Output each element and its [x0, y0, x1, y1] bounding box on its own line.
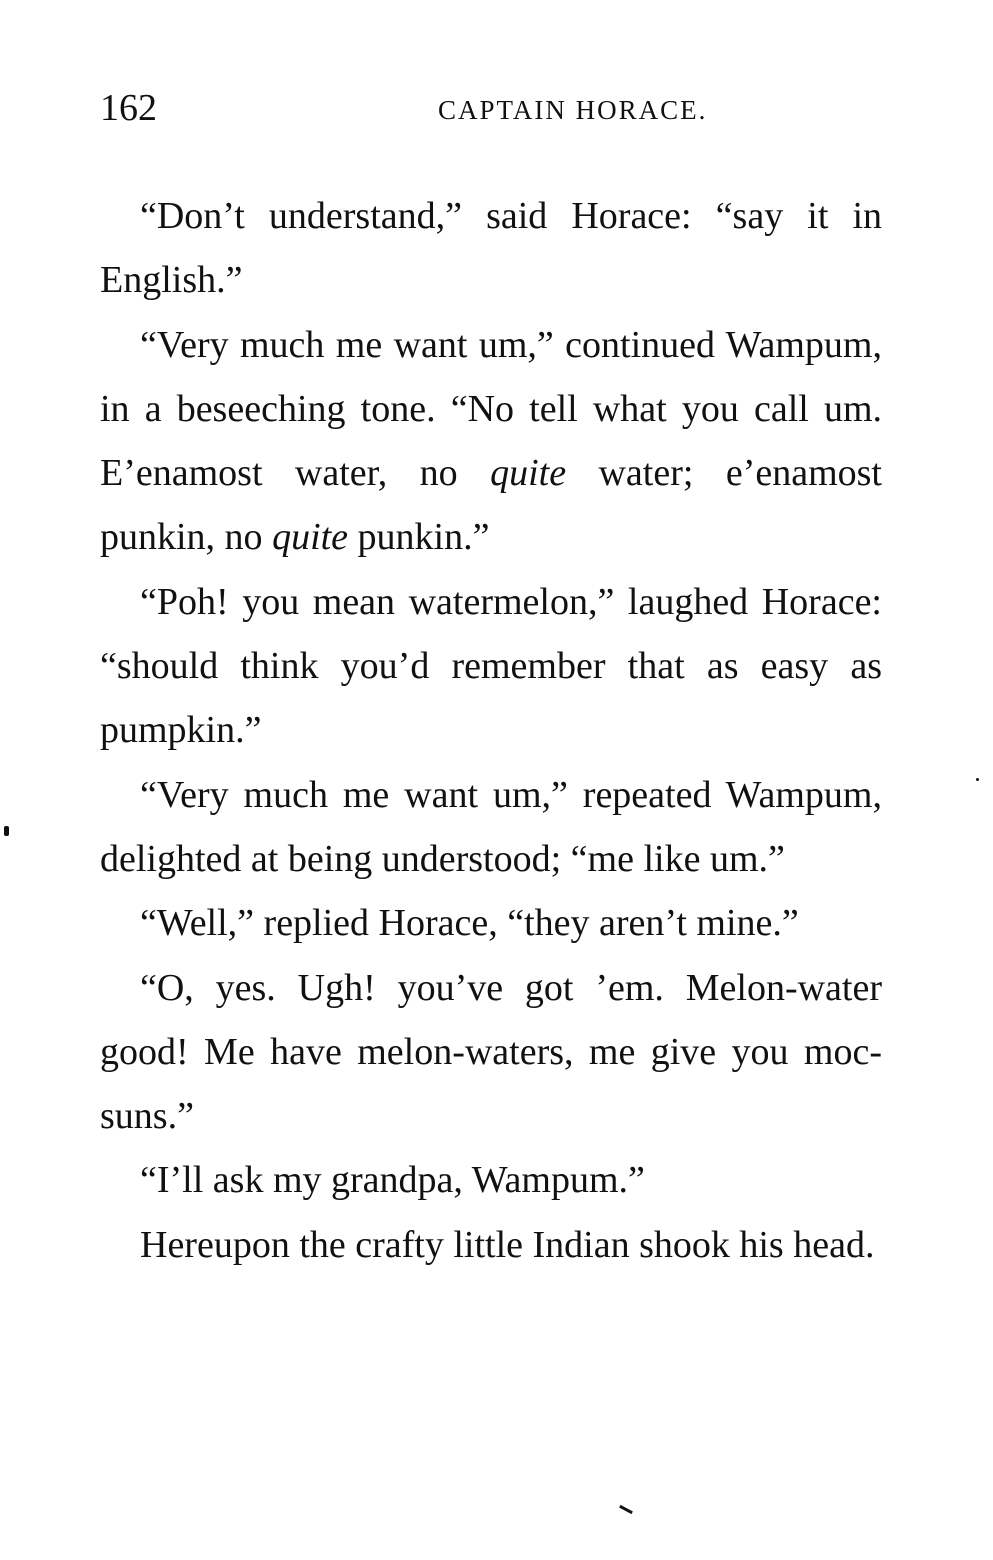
paragraph: Hereupon the crafty little Indian shook his head.: [140, 1223, 875, 1266]
paragraph: “Well,” replied Horace, “they aren’t mine.”: [140, 902, 799, 945]
paragraph: “Poh! you mean watermelon,” laughed Horace: “should think you’d remember that as easy as pumpkin.”: [100, 580, 882, 752]
running-head: CAPTAIN HORACE.: [438, 95, 708, 125]
page-number: 162: [100, 87, 157, 129]
italic-word: quite: [490, 452, 567, 495]
scan-speck: [619, 1505, 633, 1514]
paragraph: “I’ll ask my grandpa, Wampum.”: [140, 1159, 645, 1202]
page-header: [100, 86, 890, 130]
body-text: [100, 184, 882, 1277]
paragraph: “Don’t understand,” said Horace: “say it in English.”: [100, 195, 882, 302]
scan-speck: [976, 778, 979, 781]
scan-speck: [4, 826, 9, 836]
italic-word: quite: [272, 516, 349, 559]
paragraph: “Very much me want um,” continued Wampum, in a beseeching tone. “No tell what you call um. E’enamost water, no quite water; e’enamost punkin, no quite punkin.”: [100, 323, 882, 559]
paragraph: “Very much me want um,” repeated Wampum, delighted at being understood; “me like um.”: [100, 773, 882, 880]
paragraph: “O, yes. Ugh! you’ve got ’em. Melon-water good! Me have melon-waters, me give you moc-suns.”: [100, 966, 882, 1138]
